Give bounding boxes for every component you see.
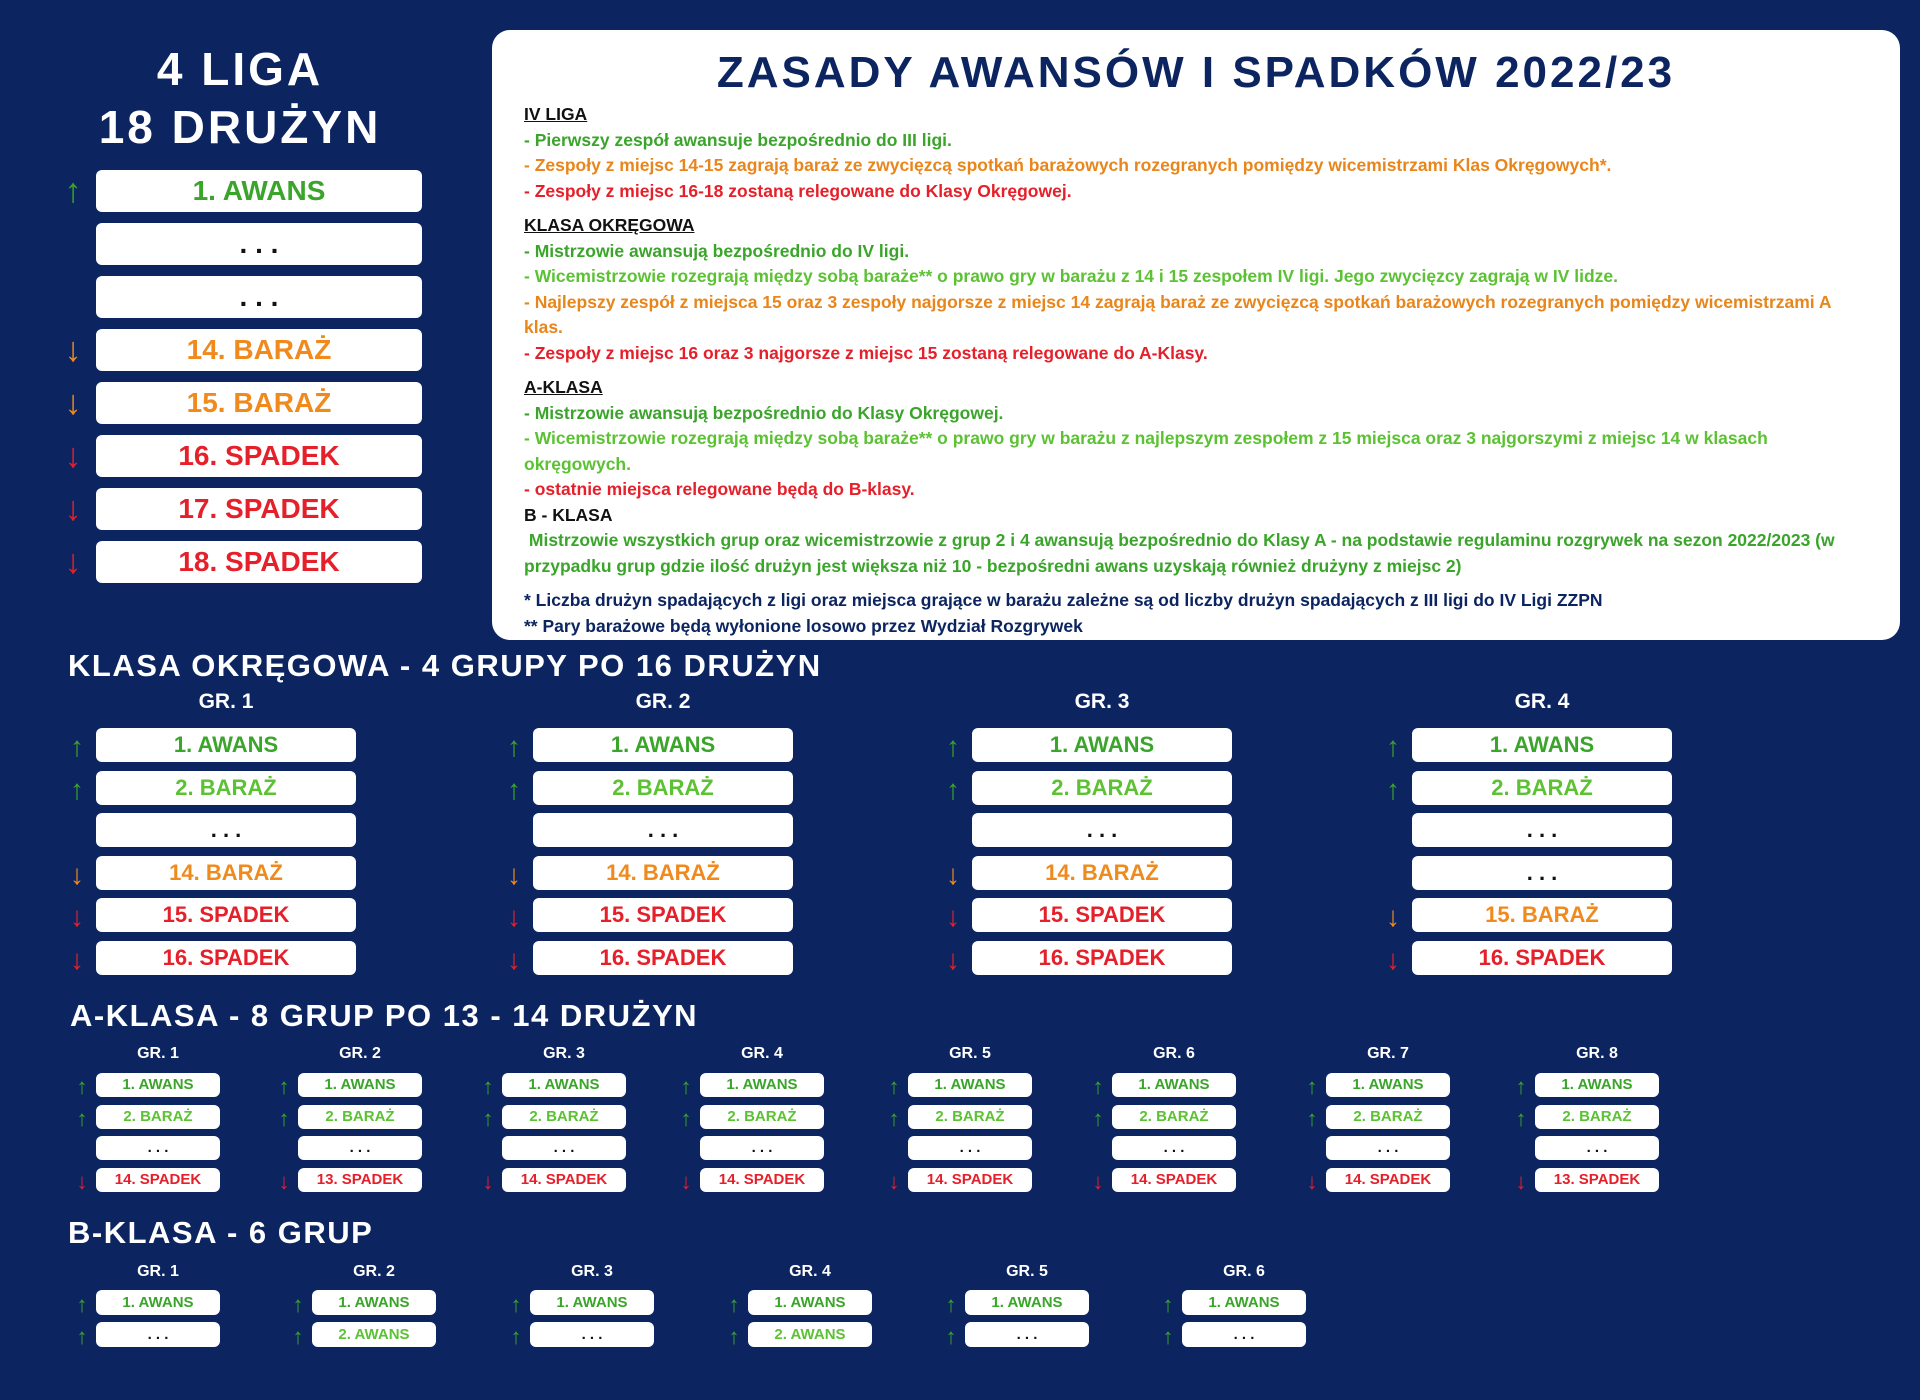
arrow-up-icon: ↑ [76, 1105, 88, 1131]
standing-row: 16. SPADEK [972, 941, 1232, 975]
standing-row: . . . [96, 276, 422, 318]
arrow-up-icon: ↑ [680, 1105, 692, 1131]
standing-row: 16. SPADEK [533, 941, 793, 975]
group-label: GR. 5 [949, 1045, 991, 1062]
arrow-up-icon: ↑ [510, 1292, 522, 1317]
standing-row: 14. SPADEK [700, 1168, 824, 1192]
arrow-up-icon: ↑ [888, 1105, 900, 1131]
standing-row: 13. SPADEK [298, 1168, 422, 1192]
standing-row: 2. BARAŻ [908, 1105, 1032, 1129]
standing-row: 14. BARAŻ [972, 856, 1232, 890]
standing-row: 2. BARAŻ [502, 1105, 626, 1129]
standing-row: 1. AWANS [1112, 1073, 1236, 1097]
standing-row: 1. AWANS [1535, 1073, 1659, 1097]
rules-line: - Wicemistrzowie rozegrają między sobą baraże** o prawo gry w barażu z najlepszym zespołem z 15 miejsca oraz 3 najgorszymi z miejsc 14 w klasach okręgowych. [524, 428, 1768, 474]
arrow-down-icon: ↓ [507, 858, 521, 890]
standing-row: 2. BARAŻ [1112, 1105, 1236, 1129]
standing-row: 2. BARAŻ [96, 771, 356, 805]
arrow-down-icon: ↓ [946, 943, 960, 975]
standing-row: . . . [1412, 813, 1672, 847]
standing-row: 14. SPADEK [1326, 1168, 1450, 1192]
standing-row: 14. BARAŻ [96, 329, 422, 371]
arrow-up-icon: ↑ [945, 1324, 957, 1349]
arrow-up-icon: ↑ [70, 773, 84, 805]
arrow-up-icon: ↑ [507, 773, 521, 805]
group-label: GR. 2 [353, 1263, 395, 1280]
rules-body [524, 102, 1874, 639]
arrow-down-icon: ↓ [946, 901, 960, 932]
standing-row: 1. AWANS [312, 1290, 436, 1315]
standing-row: 2. AWANS [312, 1322, 436, 1347]
arrow-down-icon: ↓ [507, 943, 521, 975]
standing-row: . . . [908, 1136, 1032, 1160]
standing-row: 15. SPADEK [533, 898, 793, 932]
standing-row: 18. SPADEK [96, 541, 422, 583]
arrow-up-icon: ↑ [278, 1105, 290, 1131]
arrow-down-icon: ↓ [1515, 1168, 1527, 1194]
standing-row: 1. AWANS [1182, 1290, 1306, 1315]
standing-row: 1. AWANS [298, 1073, 422, 1097]
group-label: GR. 3 [571, 1263, 613, 1280]
arrow-up-icon: ↑ [1386, 731, 1400, 762]
rules-line: - Zespoły z miejsc 16 oraz 3 najgorsze z miejsc 15 zostaną relegowane do A-Klasy. [524, 342, 1208, 363]
arrow-up-icon: ↑ [76, 1292, 88, 1317]
aklasa-section-title: A-KLASA - 8 GRUP PO 13 - 14 DRUŻYN [70, 998, 699, 1033]
group-label: GR. 1 [137, 1045, 179, 1062]
arrow-up-icon: ↑ [946, 773, 960, 805]
standing-row: . . . [965, 1322, 1089, 1347]
rules-bklasa-heading: B - KLASA [524, 504, 613, 525]
standing-row: . . . [96, 813, 356, 847]
arrow-up-icon: ↑ [1515, 1074, 1527, 1099]
standing-row: 14. BARAŻ [533, 856, 793, 890]
rules-footnote: * Liczba drużyn spadających z ligi oraz miejsca grające w barażu zależne są od liczby drużyn spadających z III ligi do IV Ligi ZZPN [524, 590, 1603, 610]
standing-row: . . . [1326, 1136, 1450, 1160]
rules-aklasa-heading: A-KLASA [524, 377, 603, 397]
standing-row: 1. AWANS [1412, 728, 1672, 762]
standing-row: 1. AWANS [700, 1073, 824, 1097]
rules-line: - Najlepszy zespół z miejsca 15 oraz 3 zespoły najgorsze z miejsc 14 zagrają baraż ze zwycięzcą spotkań barażowych rozegranych pomiędzy wicemistrzami A klas. [524, 291, 1831, 337]
standing-row: 1. AWANS [502, 1073, 626, 1097]
arrow-up-icon: ↑ [292, 1324, 304, 1349]
group-label: GR. 7 [1367, 1045, 1409, 1062]
standing-row: 16. SPADEK [96, 941, 356, 975]
arrow-down-icon: ↓ [278, 1168, 290, 1194]
rules-line: - ostatnie miejsca relegowane będą do B-klasy. [524, 479, 915, 499]
standing-row: 15. BARAŻ [96, 382, 422, 424]
standing-row: 1. AWANS [972, 728, 1232, 762]
standing-row: 1. AWANS [908, 1073, 1032, 1097]
standing-row: 1. AWANS [96, 1073, 220, 1097]
arrow-up-icon: ↑ [1162, 1324, 1174, 1349]
standing-row: 15. SPADEK [972, 898, 1232, 932]
rules-iv-liga-heading: IV LIGA [524, 104, 588, 124]
arrow-up-icon: ↑ [510, 1324, 522, 1349]
arrow-up-icon: ↑ [1386, 773, 1400, 805]
arrow-up-icon: ↑ [64, 172, 82, 210]
group-label: GR. 8 [1576, 1045, 1618, 1062]
arrow-down-icon: ↓ [64, 543, 82, 581]
standing-row: 16. SPADEK [1412, 941, 1672, 975]
rules-okregowa-heading: KLASA OKRĘGOWA [524, 215, 695, 235]
arrow-up-icon: ↑ [680, 1074, 692, 1099]
rules-bklasa-text: Mistrzowie wszystkich grup oraz wicemistrzowie z grup 2 i 4 awansują bezpośrednio do Klasy A - na podstawie regulaminu rozgrywek na sezon 2022/2023 (w przypadku grup gdzie ilość drużyn jest większa niż 10 - bezpośredni awans uzyskają również drużyny z miejsc 2) [524, 530, 1840, 576]
standing-row: . . . [96, 1322, 220, 1347]
standing-row: . . . [700, 1136, 824, 1160]
arrow-down-icon: ↓ [1386, 943, 1400, 975]
standing-row: 2. AWANS [748, 1322, 872, 1347]
standing-row: . . . [533, 813, 793, 847]
standing-row: . . . [1535, 1136, 1659, 1160]
arrow-down-icon: ↓ [64, 490, 82, 528]
arrow-up-icon: ↑ [1162, 1292, 1174, 1317]
standing-row: . . . [96, 1136, 220, 1160]
standing-row: 1. AWANS [748, 1290, 872, 1315]
arrow-down-icon: ↓ [482, 1168, 494, 1194]
standing-row: . . . [972, 813, 1232, 847]
arrow-down-icon: ↓ [1092, 1168, 1104, 1194]
standing-row: 2. BARAŻ [700, 1105, 824, 1129]
standing-row: 14. BARAŻ [96, 856, 356, 890]
arrow-down-icon: ↓ [64, 384, 82, 422]
group-label: GR. 4 [1514, 690, 1570, 713]
rules-title: ZASADY AWANSÓW I SPADKÓW 2022/23 [716, 48, 1676, 97]
rules-line: - Zespoły z miejsc 14-15 zagrają baraż ze zwycięzcą spotkań barażowych rozegranych pomiędzy wicemistrzami Klas Okręgowych*. [524, 155, 1612, 175]
arrow-up-icon: ↑ [482, 1105, 494, 1131]
group-label: GR. 2 [635, 690, 691, 713]
arrow-down-icon: ↓ [946, 858, 960, 890]
standing-row: . . . [1412, 856, 1672, 890]
standing-row: 17. SPADEK [96, 488, 422, 530]
standing-row: 14. SPADEK [1112, 1168, 1236, 1192]
standing-row: 1. AWANS [965, 1290, 1089, 1315]
arrow-up-icon: ↑ [76, 1324, 88, 1349]
arrow-up-icon: ↑ [482, 1074, 494, 1099]
arrow-up-icon: ↑ [70, 731, 84, 762]
arrow-up-icon: ↑ [946, 731, 960, 762]
standing-row: 1. AWANS [96, 728, 356, 762]
standing-row: 2. BARAŻ [533, 771, 793, 805]
standing-row: 2. BARAŻ [298, 1105, 422, 1129]
arrow-up-icon: ↑ [728, 1292, 740, 1317]
group-label: GR. 6 [1223, 1263, 1265, 1280]
rules-line: - Zespoły z miejsc 16-18 zostaną relegowane do Klasy Okręgowej. [524, 180, 1072, 201]
standing-row: . . . [1182, 1322, 1306, 1347]
standing-row: 14. SPADEK [908, 1168, 1032, 1192]
arrow-up-icon: ↑ [76, 1074, 88, 1099]
arrow-up-icon: ↑ [1306, 1074, 1318, 1099]
arrow-down-icon: ↓ [507, 901, 521, 932]
arrow-down-icon: ↓ [64, 331, 82, 369]
arrow-up-icon: ↑ [292, 1292, 304, 1317]
arrow-up-icon: ↑ [278, 1074, 290, 1099]
arrow-down-icon: ↓ [64, 437, 82, 475]
rules-line: - Wicemistrzowie rozegrają między sobą baraże** o prawo gry w barażu z 14 i 15 zespołem IV ligi. Jego zwycięzcy zagrają w IV lidze. [524, 266, 1618, 286]
group-label: GR. 3 [1074, 690, 1130, 713]
standing-row: 15. BARAŻ [1412, 898, 1672, 932]
standing-row: 15. SPADEK [96, 898, 356, 932]
arrow-down-icon: ↓ [70, 858, 84, 890]
bklasa-section-title: B-KLASA - 6 GRUP [68, 1215, 374, 1250]
standing-row: . . . [1112, 1136, 1236, 1160]
standing-row: . . . [96, 223, 422, 265]
group-label: GR. 4 [789, 1263, 831, 1280]
arrow-down-icon: ↓ [70, 943, 84, 975]
rules-footnote: ** Pary barażowe będą wyłonione losowo przez Wydział Rozgrywek [524, 615, 1083, 636]
standing-row: 1. AWANS [96, 1290, 220, 1315]
liga-title-line1: 4 LIGA [156, 43, 324, 95]
standing-row: 1. AWANS [1326, 1073, 1450, 1097]
rules-panel [492, 30, 1900, 640]
standing-row: 2. BARAŻ [1412, 771, 1672, 805]
arrow-up-icon: ↑ [888, 1074, 900, 1099]
arrow-up-icon: ↑ [1092, 1105, 1104, 1131]
group-label: GR. 1 [198, 690, 254, 713]
rules-line: - Mistrzowie awansują bezpośrednio do IV ligi. [524, 240, 910, 261]
arrow-up-icon: ↑ [1515, 1105, 1527, 1131]
standing-row: 2. BARAŻ [1535, 1105, 1659, 1129]
arrow-down-icon: ↓ [888, 1168, 900, 1194]
arrow-up-icon: ↑ [1306, 1105, 1318, 1131]
arrow-down-icon: ↓ [1386, 901, 1400, 932]
group-label: GR. 5 [1006, 1263, 1048, 1280]
rules-line: - Pierwszy zespół awansuje bezpośrednio do III ligi. [524, 129, 952, 150]
liga-title [60, 40, 420, 156]
standing-row: . . . [298, 1136, 422, 1160]
group-label: GR. 1 [137, 1263, 179, 1280]
standing-row: 1. AWANS [533, 728, 793, 762]
standing-row: 14. SPADEK [502, 1168, 626, 1192]
standing-row: 2. BARAŻ [972, 771, 1232, 805]
arrow-down-icon: ↓ [680, 1168, 692, 1194]
arrow-down-icon: ↓ [1306, 1168, 1318, 1194]
standing-row: 1. AWANS [530, 1290, 654, 1315]
arrow-up-icon: ↑ [728, 1324, 740, 1349]
group-label: GR. 4 [741, 1045, 783, 1062]
arrow-up-icon: ↑ [507, 731, 521, 762]
standing-row: . . . [530, 1322, 654, 1347]
group-label: GR. 2 [339, 1045, 381, 1062]
okregowa-section-title: KLASA OKRĘGOWA - 4 GRUPY PO 16 DRUŻYN [68, 648, 822, 683]
standing-row: . . . [502, 1136, 626, 1160]
liga-title-line2: 18 DRUŻYN [98, 101, 382, 153]
group-label: GR. 6 [1153, 1045, 1195, 1062]
arrow-down-icon: ↓ [76, 1168, 88, 1194]
arrow-down-icon: ↓ [70, 901, 84, 932]
standing-row: 2. BARAŻ [1326, 1105, 1450, 1129]
standing-row: 13. SPADEK [1535, 1168, 1659, 1192]
arrow-up-icon: ↑ [1092, 1074, 1104, 1099]
arrow-up-icon: ↑ [945, 1292, 957, 1317]
rules-line: - Mistrzowie awansują bezpośrednio do Klasy Okręgowej. [524, 402, 1004, 423]
standing-row: 14. SPADEK [96, 1168, 220, 1192]
standing-row: 2. BARAŻ [96, 1105, 220, 1129]
standing-row: 16. SPADEK [96, 435, 422, 477]
group-label: GR. 3 [543, 1045, 585, 1062]
standing-row: 1. AWANS [96, 170, 422, 212]
